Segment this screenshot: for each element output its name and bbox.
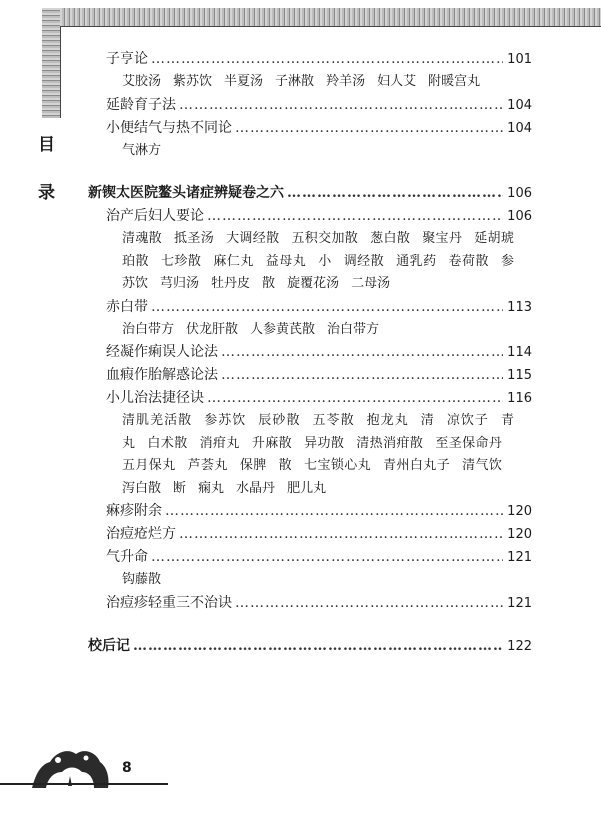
sub-item: 升麻散 — [251, 435, 293, 451]
page-number: 8 — [122, 760, 132, 776]
corner-border-left — [42, 8, 60, 118]
toc-entry[interactable] — [106, 205, 532, 228]
sub-item: 消疳丸 — [199, 435, 240, 451]
sub-item: 参苏饮 — [122, 253, 514, 291]
sub-item: 清魂散 — [122, 231, 163, 246]
side-label-lu: 录 — [38, 183, 55, 203]
sub-item: 艾胶汤 — [122, 74, 162, 89]
sub-item: 五积交加散 — [291, 231, 359, 246]
sub-items — [106, 228, 514, 296]
chapter-title: 校后记 — [88, 637, 130, 654]
sub-item: 辰砂散 — [258, 413, 301, 428]
sub-item: 水晶丹 — [236, 480, 276, 496]
sub-item: 五月保丸 — [122, 458, 176, 473]
entry-page: 106 — [507, 209, 532, 224]
sub-item: 至圣保命丹 — [435, 435, 502, 451]
sub-item: 凉饮子 — [446, 413, 489, 428]
leader-dots — [221, 367, 503, 383]
entry-page: 106 — [507, 186, 532, 201]
entry-title: 血瘕作胎解惑论法 — [106, 367, 218, 383]
sub-item: 伏龙肝散 — [186, 321, 239, 337]
toc-entry[interactable] — [106, 546, 532, 569]
entry-title: 小便结气与热不同论 — [106, 119, 232, 136]
entry-page: 104 — [507, 120, 532, 136]
sub-item: 白术散 — [147, 435, 188, 451]
entry-title: 痳疹附余 — [106, 503, 162, 519]
sub-item: 青丸 — [122, 413, 514, 451]
entry-page: 114 — [507, 345, 532, 360]
sub-item: 气淋方 — [122, 142, 162, 158]
leader-dots — [207, 390, 503, 406]
table-of-contents — [88, 48, 532, 658]
entry-page: 120 — [507, 527, 532, 542]
sub-item: 清 — [420, 413, 435, 428]
sub-item: 大调经散 — [226, 231, 280, 246]
chapter-title: 新锲太医院鳌头诸症辨疑卷之六 — [88, 185, 284, 201]
sub-item: 钩藤散 — [122, 572, 162, 587]
toc-entry[interactable] — [106, 94, 532, 117]
sub-item: 异功散 — [304, 435, 345, 451]
leader-dots — [151, 549, 503, 565]
sub-item: 芎归汤 — [160, 276, 200, 291]
toc-entry[interactable] — [106, 296, 532, 319]
leader-dots — [179, 526, 503, 542]
sub-item: 肥儿丸 — [287, 480, 327, 496]
corner-border-top — [42, 8, 601, 26]
sub-item: 七宝锁心丸 — [304, 458, 372, 473]
toc-chapter-entry[interactable] — [88, 635, 532, 658]
leader-dots — [179, 97, 503, 113]
entry-page: 104 — [507, 97, 532, 113]
toc-chapter-entry[interactable] — [88, 182, 532, 205]
entry-page: 121 — [507, 595, 532, 611]
entry-title: 赤白带 — [106, 298, 148, 315]
sub-item: 益母丸 — [265, 253, 307, 269]
toc-entry[interactable] — [106, 592, 532, 615]
sub-item: 子淋散 — [275, 74, 315, 89]
sub-item: 青州白丸子 — [383, 458, 451, 473]
sub-item: 参苏饮 — [204, 413, 247, 428]
entry-title: 治痘疹轻重三不治诀 — [106, 594, 232, 611]
leader-dots — [133, 638, 503, 654]
entry-title: 气升命 — [106, 549, 148, 565]
leader-dots — [235, 120, 503, 136]
entry-page: 122 — [507, 638, 532, 654]
entry-title: 子亨论 — [106, 51, 148, 67]
sub-item: 通乳药 — [396, 253, 437, 269]
sub-item: 清热消疳散 — [356, 435, 424, 451]
sub-item: 抱龙丸 — [366, 413, 409, 428]
toc-entry[interactable] — [106, 500, 532, 523]
entry-page: 120 — [507, 504, 532, 519]
entry-page: 101 — [507, 52, 532, 67]
sub-items — [106, 410, 514, 500]
sub-item: 羚羊汤 — [326, 74, 366, 89]
sub-items — [106, 71, 514, 94]
sub-item: 葱白散 — [370, 231, 411, 246]
toc-entry[interactable] — [106, 48, 532, 71]
entry-page: 113 — [507, 299, 532, 315]
footer-rule — [0, 783, 168, 785]
leader-dots — [151, 51, 503, 67]
sub-item: 旋覆花汤 — [287, 276, 340, 291]
entry-title: 治产后妇人要论 — [106, 208, 204, 224]
sub-item: 抵圣汤 — [174, 231, 215, 246]
sub-item: 治白带方 — [122, 321, 175, 337]
sub-item: 断 — [173, 480, 187, 496]
leader-dots — [165, 503, 503, 519]
leader-dots — [207, 208, 503, 224]
leader-dots — [235, 595, 503, 611]
sub-item: 半夏汤 — [224, 74, 264, 89]
sub-item: 治白带方 — [327, 321, 380, 337]
sub-item: 痫丸 — [198, 480, 225, 496]
sub-item: 延胡琥珀散 — [122, 231, 514, 269]
sub-item: 五苓散 — [312, 413, 355, 428]
sub-item: 麻仁丸 — [213, 253, 254, 269]
sub-item: 卷荷散 — [448, 253, 489, 269]
corner-rule-horizontal — [60, 26, 601, 27]
toc-entry[interactable] — [106, 364, 532, 387]
toc-entry[interactable] — [106, 117, 532, 140]
leader-dots — [221, 344, 503, 360]
entry-title: 治痘疮烂方 — [106, 526, 176, 542]
sub-item: 散 — [278, 458, 293, 473]
sub-item: 保脾 — [239, 458, 267, 473]
sub-item: 聚宝丹 — [422, 231, 463, 246]
entry-page: 115 — [507, 368, 532, 383]
leader-dots — [287, 185, 503, 201]
entry-title: 经凝作痢误人论法 — [106, 344, 218, 360]
sub-item: 泻白散 — [122, 480, 162, 496]
sub-items — [106, 569, 514, 592]
sub-item: 二母汤 — [351, 276, 391, 291]
sub-item: 妇人艾 — [377, 74, 417, 89]
sub-item: 小 — [318, 253, 332, 269]
sub-item: 牡丹皮 — [211, 276, 251, 291]
sub-item: 芦荟丸 — [187, 458, 228, 473]
entry-page: 116 — [507, 391, 532, 406]
sub-item: 附暖宫丸 — [428, 74, 481, 89]
sub-item: 人参黄芪散 — [250, 321, 316, 337]
sub-items — [106, 140, 514, 163]
sub-item: 散 — [262, 276, 276, 291]
sub-item: 七珍散 — [160, 253, 202, 269]
toc-entry[interactable] — [106, 523, 532, 546]
corner-rule-vertical — [60, 26, 61, 118]
entry-title: 小儿治法捷径诀 — [106, 390, 204, 406]
entry-page: 121 — [507, 550, 532, 565]
entry-title: 延龄育子法 — [106, 96, 176, 113]
sub-item: 紫苏饮 — [173, 74, 213, 89]
side-label-mu: 目 — [38, 135, 55, 155]
toc-entry[interactable] — [106, 387, 532, 410]
toc-entry[interactable] — [106, 341, 532, 364]
sub-item: 清肌羌活散 — [122, 413, 193, 428]
sub-item: 清气饮 — [462, 458, 502, 473]
sub-item: 调经散 — [343, 253, 385, 269]
leader-dots — [151, 299, 503, 315]
sub-items — [106, 319, 514, 342]
